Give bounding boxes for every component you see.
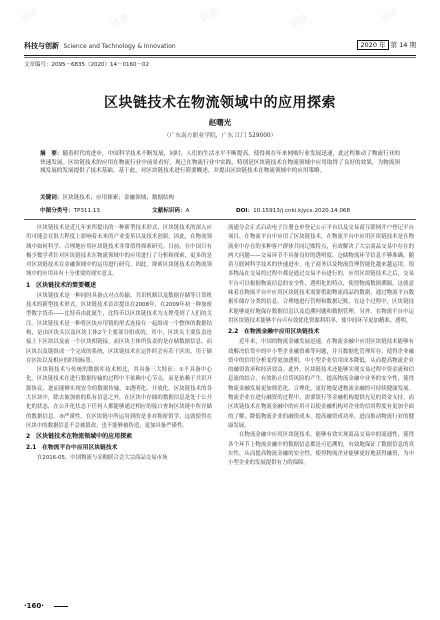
body-paragraph: 在物流金融中应用区块链技术，能够有效实现商品交易中的流通性，使得各个环节上物流金融中的数据信息都是可追溯的，有效地保证了数据信息的真实性，从而提高物流金融的安全性，使得物流企业能够更好地获得融资，为中小型企业的发展提供有力的保障。 — [228, 432, 414, 467]
clc-label: 中图分类号： — [40, 208, 74, 214]
clc-code — [40, 206, 100, 214]
doi — [236, 206, 350, 214]
page-number-rule — [54, 606, 68, 607]
issue-info — [355, 40, 416, 49]
running-header — [24, 40, 416, 54]
abstract — [40, 150, 400, 176]
page-number: ·160· — [24, 602, 44, 610]
abstract-label: 摘 要： — [40, 151, 63, 157]
body-column-right — [228, 224, 414, 468]
author-affiliation: （广东南方职业学院，广东 江门 529000） — [163, 133, 277, 139]
abstract-text: 随着时代的进步，中国科学技术不断发展，同时，人们的生活水平不断提高，使得现在年来网购行业发展迅速，此过程推动了物流行业的快速发展。区块链技术的应用在物流行业中前景看好，现已在物流行业中实践，特别是区块链技术在物流领域中应用取得了良好的效果，为物流领域发展的发展提供了技术基础。基于此，对区块链技术进行简要概述，并提出区块链技术在物流领域中的应用策略。 — [40, 151, 400, 175]
journal-name-cn: 科技与创新 — [24, 42, 59, 50]
article-number: 文章编号：2095－6835（2020）14－0160－02 — [24, 62, 149, 68]
issue-year: 2020 年 — [357, 40, 388, 50]
body-paragraph: 近年来，中国的物流金融发展迅速，在物流金融中应用区块链技术能够有效解决信贷中的中小型企业融资难等问题，并且数据化管理库存，使得企业融资中的信用分析变得更加透明，中小型企业信用成本降低，从而提高物流企业的融资效率和经济效益。此外，区块链技术还能够实现交易过程中资金流和信息流的结合，有效防止信贷风险的产生，提高物流金融中业务的安全性，使得物流金融发展更加规范化、合理化，更好地促进物流金融的可持续健康发展。物流企业在进行融资的过程中，需要银行等金融机构提供充足的资金支持，而区块链技术在物流金融中的应用可以使金融机构对企业的信用程度有更加全面的了解，降低物流企业的融资成本，提高融资成功率，进而推动物流行业的健康发展。 — [228, 339, 414, 429]
doc-code — [152, 206, 189, 214]
clc-value: TP311.13 — [73, 208, 100, 214]
journal-name-en: Science and Technology & Innovation — [63, 43, 176, 50]
journal-name — [24, 41, 176, 51]
issue-number: 第 14 期 — [390, 41, 416, 49]
watermark-text: 试读 — [379, 7, 401, 25]
keywords-label: 关键词： — [40, 195, 63, 201]
doi-label: DOI： — [236, 208, 254, 214]
body-paragraph: 流通分会正式启动电子注册仓单登记公示平台以及交易商互联网开户登记平台项目，在物流平台中应用了区块链技术。在物流平台中应用区块链技术是在物流业中存在的多种客户群体共同记账特点，有效解决了大宗商品交易中存在的两大问题——交易环节不具备良好的透明度、仓储物流环节信息不够准确。随着互联网科学技术的快速进步，电子商务以及物流管理智能化越来越运用，很多物品在交易的过程中都是通过交易平台进行的，应用区块链技术之后，交易平台可以根据物流信息的安全性、透明化的特点，使得物流数据溯源，这就意味着在物流平台中应用区块链技术需要借助物流商品的数据，通过物流平台数据库储存分类的信息，合理地进行管理和数据记账，在这个过程中，区块链技术能够更好地保存数据信息以及追溯问题和数据管理。另外，在物流平台中运用区块链技术能够平台可有效优化资源利用率，使中间环节更加精准、透明。 — [228, 225, 414, 324]
article-title: 区块链技术在物流领域中的应用探索 — [104, 95, 336, 111]
body-paragraph: 区块链技术与传统的数据库技术相比，其具备三大特征：①不具备中心化。区块链技术在进行数据传输的过程中不依赖中心节点，而是依赖于共识开源协议，进而能够实现安全的数据传输。②透明化、开放化。区块链技术的各大区块中，除去被加密的私有信息之外，在区块中存储的数据信息是处于公开化的状态，在公开化状态下任何人都能够通过相应的接口查询区块链中所存储的数据信息。③严谨性。在区块链中所运用到的是非对称密钥学，这就使得在区块中的数据信息不会被篡改，也不能够被伪造，更加具备严谨性。 — [26, 367, 212, 429]
header-rule-thin — [24, 57, 416, 58]
doc-label: 文献标识码： — [152, 208, 186, 214]
watermark-text: 试读 — [289, 13, 311, 31]
watermark-text: 试读 — [19, 7, 41, 25]
section-heading: 2 区块链技术在物流领域中的应用探索 — [26, 433, 133, 441]
section-heading: 1 区块链技术的简要概述 — [26, 281, 97, 289]
classification-meta — [40, 206, 400, 215]
body-paragraph: 区块链技术是近几年来所提出的一种新型技术形式，区块链技术的深入应用可能会在很大程度上影响着未来的产业变革以及技术创新，因此，在物流领域中如何科学、合理地应用区块链技术非常值得探索研究。目前，在中国只有极少数学者针对区块链技术在物流领域中的应用进行了分析和探索，更多的是对区块链技术在金融领域中的运用进行研究。因此，探索区块链技术在物流领域中的应用具有十分重要的现实意义。 — [26, 225, 212, 278]
body-column-left — [26, 224, 212, 464]
subsection-heading: 2.1 在物流平台中应用区块链技术 — [26, 445, 118, 452]
body-paragraph: 在2016-05，中国物流与采购联合会大宗商品交易市场 — [37, 455, 168, 462]
author-name: 赵曙光 — [208, 118, 232, 127]
keywords-text: 区块链技术；应用探索；金融领域；数据结构 — [62, 195, 175, 201]
header-rule — [24, 55, 416, 56]
subsection-heading: 2.2 在物流金融中应用区块链技术 — [228, 329, 320, 336]
keywords — [40, 193, 400, 201]
body-paragraph: 区块链技术是一种同时具备点对点传输、共识机制以及数据存储等计算机技术的新型技术形式，区块链技术首次提出在2008年，在2009年初一种加密型数字货币——比特币由此诞生，比特币以区块链技术为支撑受到了人们的关注。区块链技术是一种将区块应用链的形式连接在一起组成一个整体的数据结构，是由区块头以及区块主体2个主要部分组成的，其中，区块头主要负责连接上下区块以及前一个区块相链接，而区块主体所负责的是存储数据信息。而区块以及链组成一个完成的系统，区块链技术在运作时会有若干区块，用于储存区块以及相应的时间标签。 — [26, 292, 212, 364]
watermark-text: 试读 — [199, 7, 221, 25]
meta-divider — [24, 219, 416, 220]
doi-value: 10.15913/j.cnki.kjycx.2020.14.068 — [253, 208, 351, 214]
watermark-text: 试读 — [109, 13, 131, 31]
doc-value: A — [185, 208, 190, 214]
